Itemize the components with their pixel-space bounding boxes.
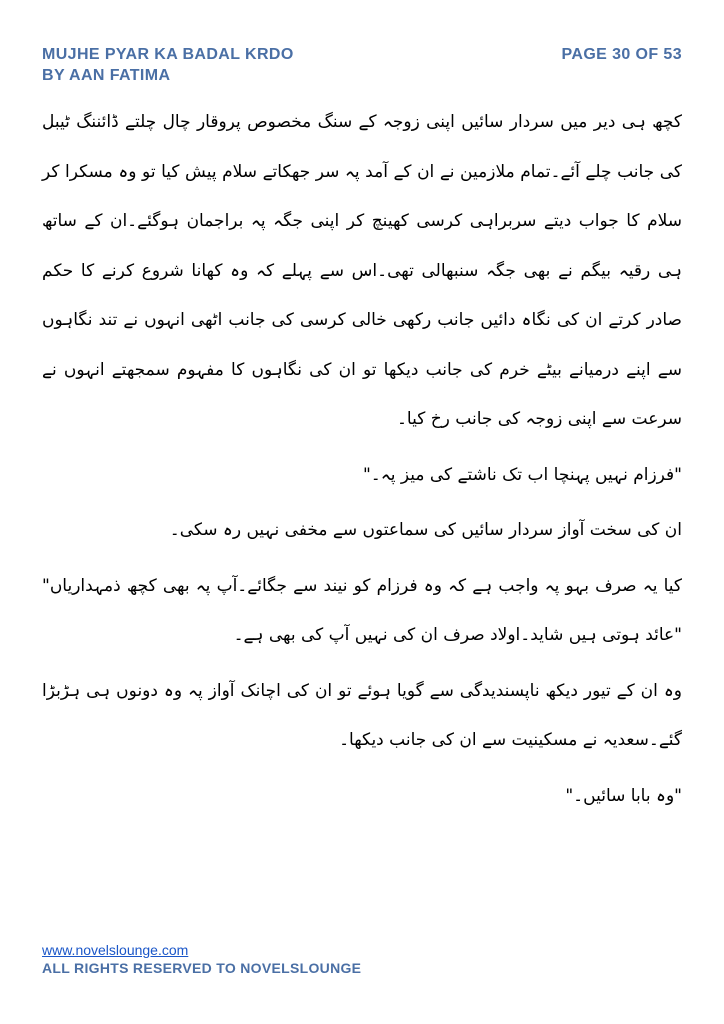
page-number: PAGE 30 OF 53 (561, 46, 682, 63)
story-body (42, 98, 682, 821)
copyright-notice: ALL RIGHTS RESERVED TO NOVELSLOUNGE (42, 960, 362, 976)
paragraph-3: ان کی سخت آواز سردار سائیں کی سماعتوں سے مخفی نہیں رہ سکی۔ (169, 520, 682, 540)
document-footer (42, 941, 361, 977)
document-header-left (42, 44, 294, 86)
paragraph-1: کچھ ہی دیر میں سردار سائیں اپنی زوجہ کے سنگ مخصوص پروقار چال چلتے ڈائننگ ٹیبل کی جانب چلے آئے۔تمام ملازمین نے ان کے آمد پہ سر جھکاتے سلام پیش کیا تو وہ مسکرا کر سلام کا جواب دیتے سربراہی کرسی کھینچ کر اپنی جگہ پہ براجمان ہوگئے۔ان کے ساتھ ہی رقیہ بیگم نے بھی جگہ سنبھالی تھی۔اس سے پہلے کہ وہ کھانا شروع کرنے کا حکم صادر کرتے ان کی نگاہ دائیں جانب رکھی خالی کرسی کی جانب اٹھی انہوں نے تند نگاہوں سے اپنے درمیانے بیٹے خرم کی جانب دیکھا تو ان کی نگاہوں کا مفہوم سمجھتے انہوں نے سرعت سے اپنی زوجہ کی جانب رخ کیا۔ (42, 112, 682, 429)
paragraph-2: "فرزام نہیں پہنچا اب تک ناشتے کی میز پہ۔" (362, 464, 682, 485)
website-link[interactable]: www.novelslounge.com (42, 942, 189, 958)
novel-title: MUJHE PYAR KA BADAL KRDO (42, 46, 294, 63)
paragraph-4: کیا یہ صرف بہو پہ واجب ہے کہ وہ فرزام کو نیند سے جگائے۔آپ پہ بھی کچھ ذمہداریاں" "عائد ہوتی ہیں شاید۔اولاد صرف ان کی نہیں آپ کی بھی ہے۔ (42, 575, 682, 645)
author-name: BY AAN FATIMA (42, 67, 171, 84)
paragraph-5: وہ ان کے تیور دیکھ ناپسندیدگی سے گویا ہوئے تو ان کی اچانک آواز پہ وہ دونوں ہی ہڑبڑا گئے۔سعدیہ نے مسکینیت سے ان کی جانب دیکھا۔ (42, 680, 682, 750)
paragraph-6: "وہ بابا سائیں۔" (565, 785, 682, 806)
